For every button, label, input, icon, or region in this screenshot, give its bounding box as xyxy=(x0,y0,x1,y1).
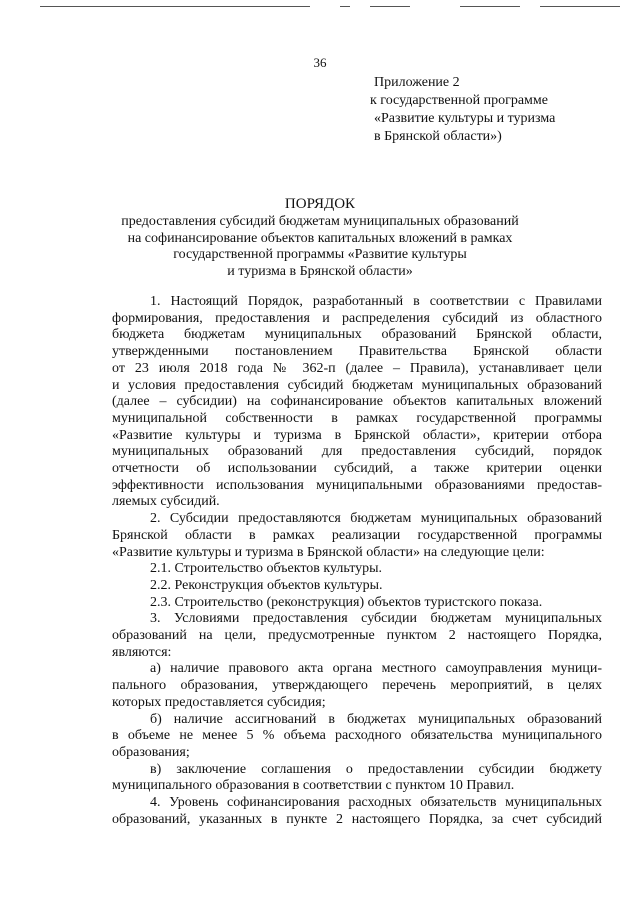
subtitle-line: и туризма в Брянской области» xyxy=(227,263,413,279)
body-line: и условия предоставления субсидий бюджетам муниципальных образований xyxy=(112,377,602,393)
body-line: образований, указанных в пункте 2 настоящего Порядка, за счет субсидий xyxy=(112,811,602,827)
appendix-line: Приложение 2 xyxy=(374,75,460,90)
body-line: 2.1. Строительство объектов культуры. xyxy=(150,561,383,577)
body-line: являются: xyxy=(112,644,172,660)
body-line: в) заключение соглашения о предоставлении субсидии бюджету xyxy=(150,761,602,777)
body-line: б) наличие ассигнований в бюджетах муниципальных образований xyxy=(150,711,602,727)
document-title: ПОРЯДОК xyxy=(284,196,356,212)
body-line: которых предоставляется субсидия; xyxy=(112,694,326,710)
body-line: муниципальной собственности в рамках государственной программы xyxy=(112,410,602,426)
body-line: образования; xyxy=(112,744,190,760)
page-number: 36 xyxy=(313,55,327,70)
body-line: «Развитие культуры и туризма в Брянской области» на следующие цели: xyxy=(112,544,545,560)
body-line: 4. Уровень софинансирования расходных обязательств муниципальных xyxy=(150,795,602,811)
body-line: 2. Субсидии предоставляются бюджетам муниципальных образований xyxy=(150,511,602,527)
body-line: 1. Настоящий Порядок, разработанный в соответствии с Правилами xyxy=(150,294,602,309)
body-line: а) наличие правового акта органа местного самоуправления муници- xyxy=(150,661,602,677)
body-line: муниципального образования в соответствии с пунктом 10 Правил. xyxy=(112,778,515,794)
body-line: (далее – субсидии) на софинансирование объектов капитальных вложений xyxy=(112,394,602,410)
body-line: муниципальных образований для предоставления субсидий, порядок xyxy=(112,444,602,460)
body-line: в объеме не менее 5 % объема расходного обязательства муниципального xyxy=(112,728,602,744)
subtitle-line: на софинансирование объектов капитальных вложений в рамках xyxy=(127,230,513,246)
body-line: от 23 июля 2018 года № 362-п (далее – Правила), устанавливает цели xyxy=(112,360,602,376)
appendix-line: в Брянской области») xyxy=(374,129,502,144)
subtitle-line: государственной программы «Развитие культуры xyxy=(173,247,467,262)
document-subtitle xyxy=(60,214,580,280)
appendix-reference xyxy=(370,74,556,146)
body-line: эффективности использования муниципальными образованиями предостав- xyxy=(112,477,602,493)
body-line: 2.2. Реконструкция объектов культуры. xyxy=(150,577,383,593)
body-line: 2.3. Строительство (реконструкция) объектов туристского показа. xyxy=(150,594,543,610)
body-line: пального образования, утверждающего перечень мероприятий, в целях xyxy=(112,678,602,694)
document-body xyxy=(112,294,602,829)
body-line: образований на цели, предусмотренные пунктом 2 настоящего Порядка, xyxy=(112,628,602,644)
body-line: отчетности об использовании субсидий, а также критерии оценки xyxy=(112,461,602,477)
body-line: формирования, предоставления и распределения субсидий из областного xyxy=(112,310,602,326)
appendix-line: «Развитие культуры и туризма xyxy=(374,111,556,126)
body-line: 3. Условиями предоставления субсидии бюджетам муниципальных xyxy=(150,611,602,627)
body-line: утвержденными постановлением Правительства Брянской области xyxy=(112,344,602,360)
body-line: Брянской области в рамках реализации государственной программы xyxy=(112,527,602,543)
subtitle-line: предоставления субсидий бюджетам муниципальных образований xyxy=(121,214,519,229)
body-line: бюджета бюджетам муниципальных образований Брянской области, xyxy=(112,327,602,343)
body-line: «Развитие культуры и туризма в Брянской области», критерии отбора xyxy=(112,427,602,443)
appendix-line: к государственной программе xyxy=(370,93,548,108)
scan-artifact-top xyxy=(40,6,620,9)
body-line: ляемых субсидий. xyxy=(112,494,220,510)
